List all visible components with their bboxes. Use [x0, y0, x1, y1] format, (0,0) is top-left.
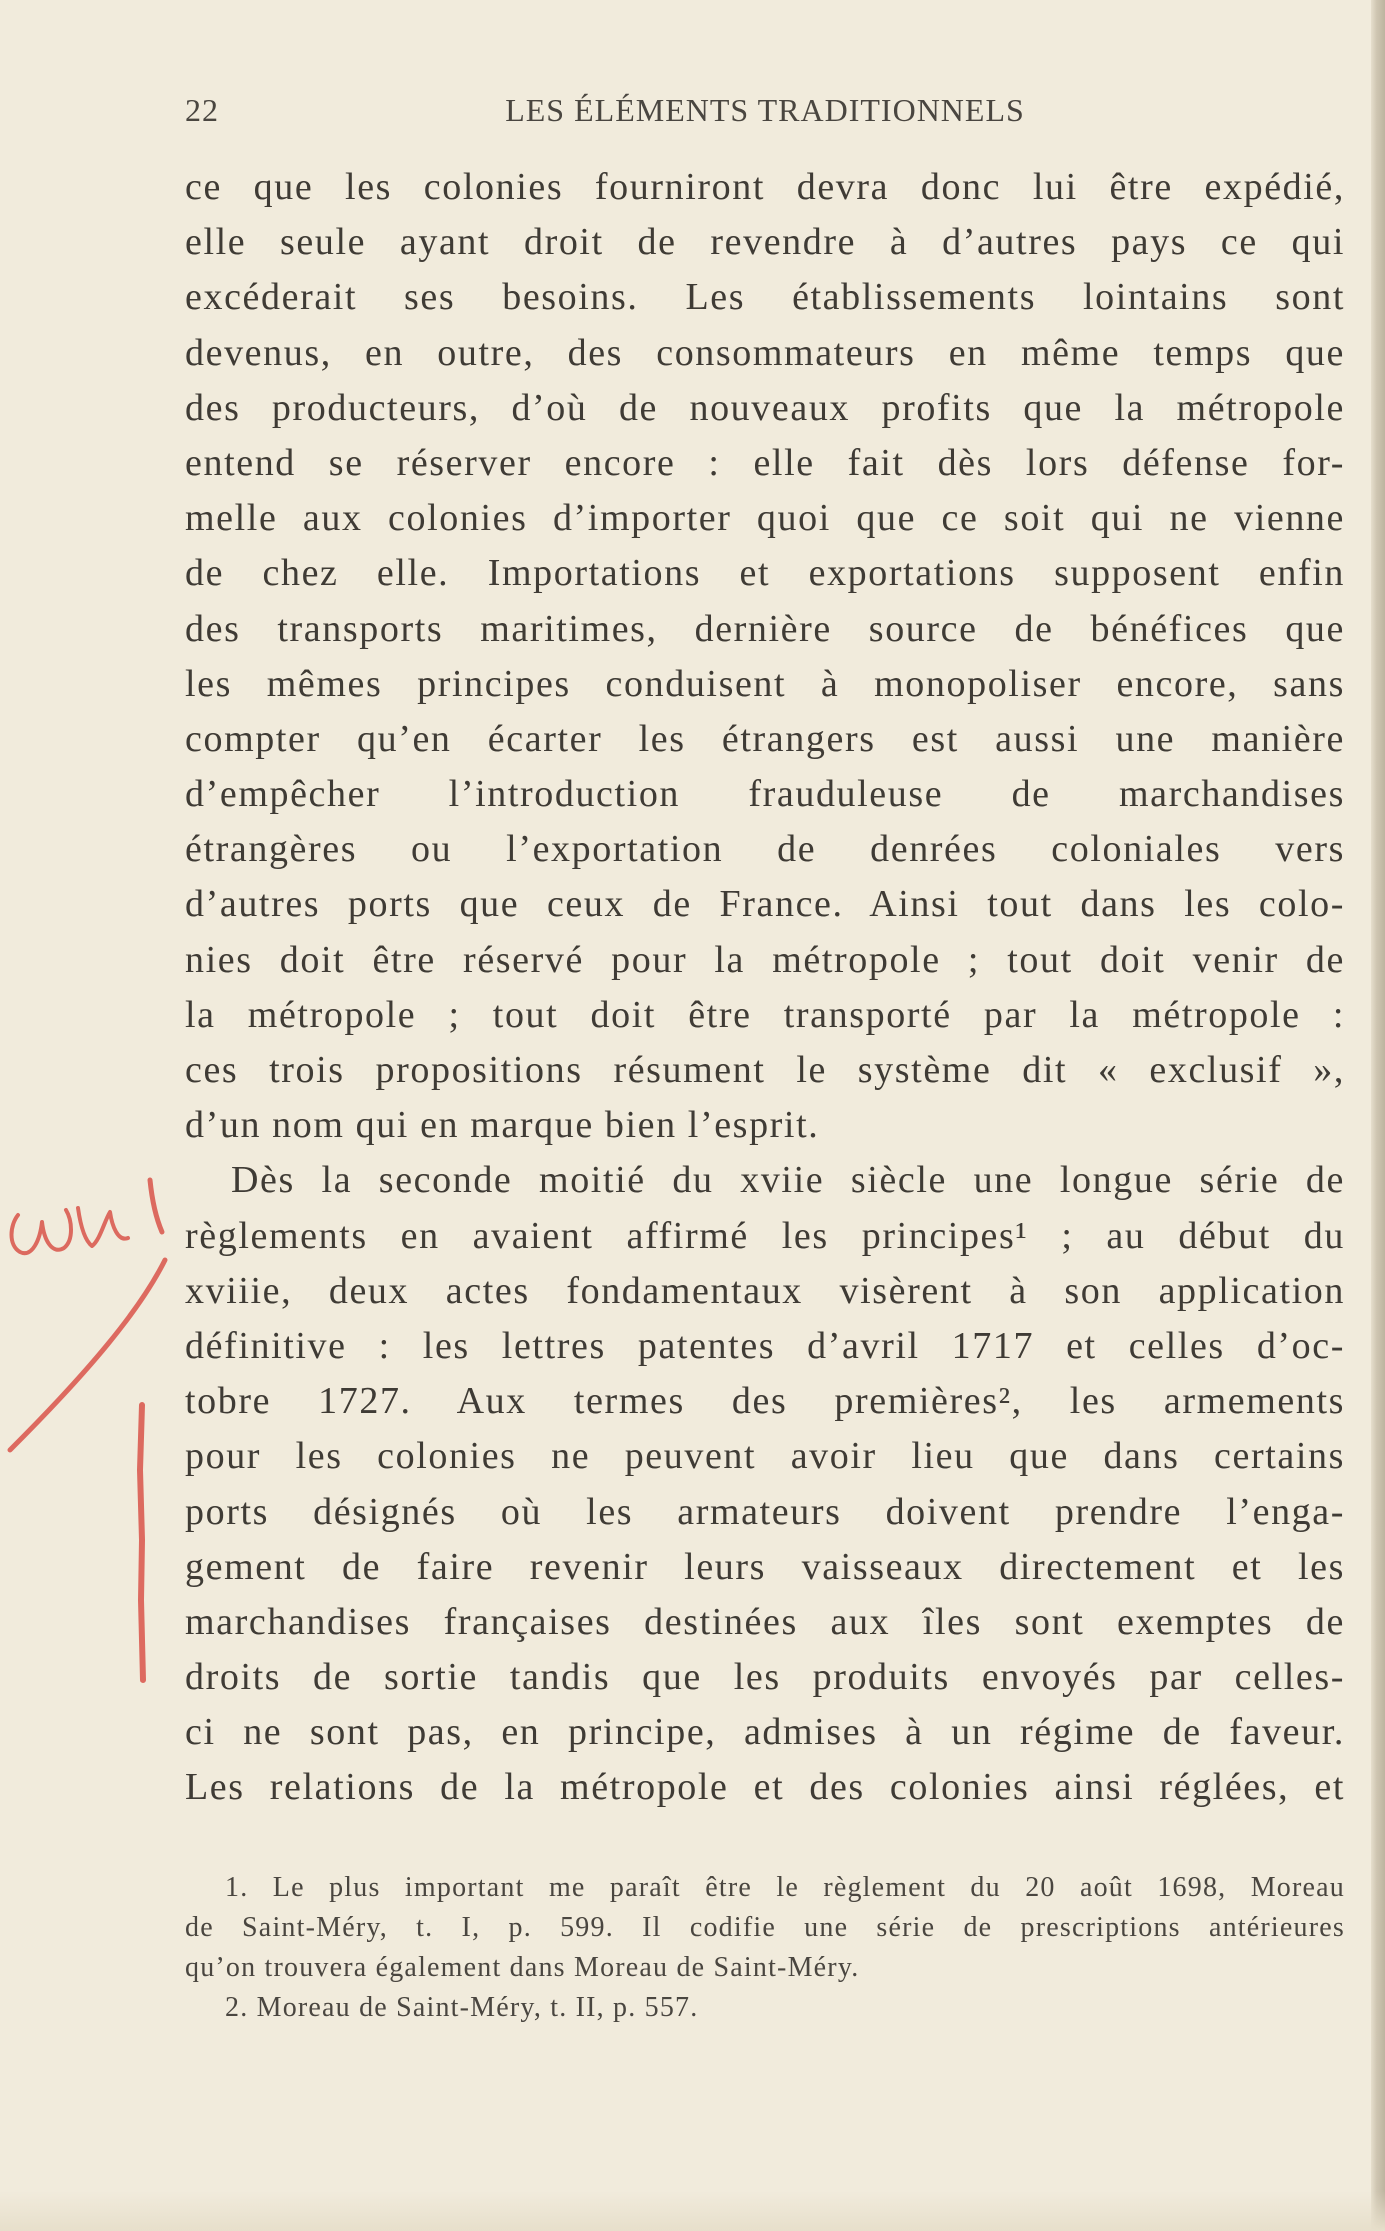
footnote-line: qu’on trouvera également dans Moreau de Saint-Méry. [185, 1952, 860, 1983]
text-line: des producteurs, d’où de nouveaux profits que la métropole [185, 386, 1345, 429]
text-line: gement de faire revenir leurs vaisseaux directement et les [185, 1545, 1345, 1588]
footnote-line: 2. Moreau de Saint-Méry, t. II, p. 557. [225, 1992, 699, 2023]
annotation-bar [140, 1405, 143, 1680]
text-line: devenus, en outre, des consommateurs en même temps que [185, 331, 1345, 374]
text-line: xviiie, deux actes fondamentaux visèrent à son application [185, 1269, 1345, 1312]
text-line: entend se réserver encore : elle fait dès lors défense for- [185, 441, 1345, 484]
text-line: étrangères ou l’exportation de denrées coloniales vers [185, 828, 1345, 871]
body-text [185, 160, 1345, 1816]
text-line: ports désignés où les armateurs doivent prendre l’enga- [185, 1490, 1345, 1533]
annotation-scribble [12, 1210, 72, 1253]
text-line: la métropole ; tout doit être transporté par la métropole : [185, 993, 1345, 1036]
text-line: définitive : les lettres patentes d’avril 1717 et celles d’oc- [185, 1324, 1345, 1367]
text-line: d’un nom qui en marque bien l’esprit. [185, 1104, 820, 1147]
text-line: les mêmes principes conduisent à monopoliser encore, sans [185, 662, 1345, 705]
page-edge [1371, 0, 1385, 2231]
text-line: marchandises françaises destinées aux îles sont exemptes de [185, 1600, 1345, 1643]
text-line: elle seule ayant droit de revendre à d’autres pays ce qui [185, 221, 1345, 264]
text-line: d’autres ports que ceux de France. Ainsi tout dans les colo- [185, 883, 1345, 926]
text-line: d’empêcher l’introduction frauduleuse de marchandises [185, 773, 1345, 816]
text-line: ces trois propositions résument le système dit « exclusif », [185, 1049, 1345, 1091]
text-line: tobre 1727. Aux termes des premières², les armements [185, 1380, 1345, 1423]
text-line: excéderait ses besoins. Les établissements lointains sont [185, 276, 1345, 319]
text-line: Les relations de la métropole et des colonies ainsi réglées, et [185, 1766, 1345, 1809]
text-line: Dès la seconde moitié du xviie siècle une longue série de [231, 1159, 1345, 1202]
running-title: LES ÉLÉMENTS TRADITIONNELS [505, 92, 1025, 128]
text-line: melle aux colonies d’importer quoi que ce soit qui ne vienne [185, 497, 1345, 540]
page-number: 22 [185, 92, 219, 128]
text-line: droits de sortie tandis que les produits envoyés par celles- [185, 1656, 1345, 1699]
text-line: nies doit être réservé pour la métropole ; tout doit venir de [185, 938, 1345, 981]
text-line: compter qu’en écarter les étrangers est aussi une manière [185, 717, 1345, 760]
text-line: des transports maritimes, dernière source de bénéfices que [185, 607, 1345, 650]
text-line: règlements en avaient affirmé les principes¹ ; au début du [185, 1214, 1345, 1257]
footnotes [185, 1868, 1345, 2028]
margin-annotation [0, 1160, 170, 1720]
text-line: ce que les colonies fourniront devra donc lui être expédié, [185, 166, 1345, 208]
page-shadow [0, 2191, 1385, 2231]
text-line: pour les colonies ne peuvent avoir lieu que dans certains [185, 1435, 1345, 1478]
annotation-tick [150, 1180, 162, 1232]
page-header [185, 92, 1345, 132]
text-line: de chez elle. Importations et exportations supposent enfin [185, 552, 1345, 595]
text-line: ci ne sont pas, en principe, admises à un régime de faveur. [185, 1711, 1345, 1754]
footnote-line: de Saint-Méry, t. I, p. 599. Il codifie une série de prescriptions antérieures [185, 1912, 1345, 1943]
annotation-scribble [78, 1208, 128, 1246]
footnote-line: 1. Le plus important me paraît être le règlement du 20 août 1698, Moreau [225, 1872, 1345, 1903]
